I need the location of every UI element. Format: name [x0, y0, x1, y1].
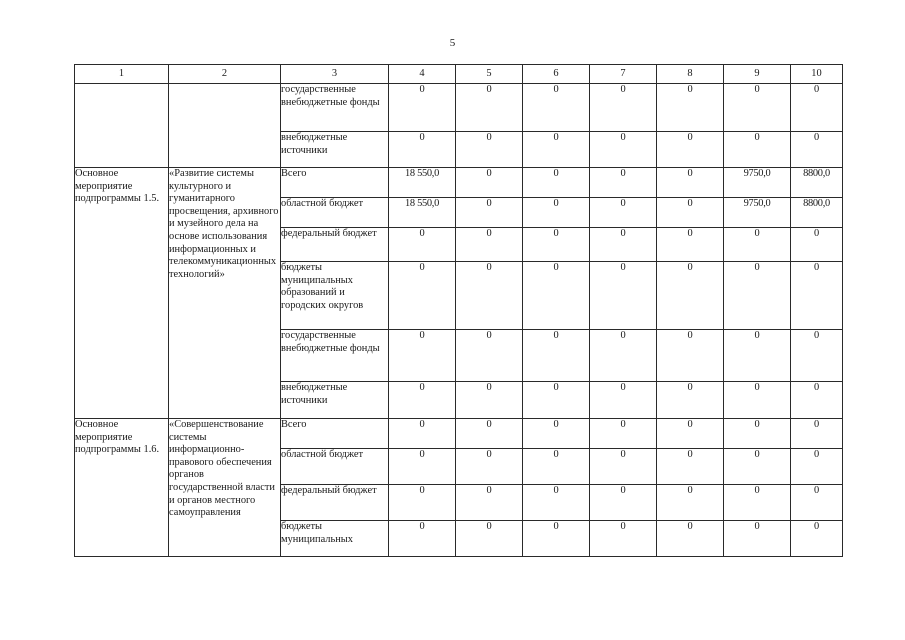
value-cell: 0	[456, 132, 523, 168]
value-cell: 0	[791, 382, 843, 419]
value-cell: 18 550,0	[389, 198, 456, 228]
column-number: 9	[724, 65, 791, 84]
column-number: 1	[75, 65, 169, 84]
value-cell: 0	[389, 485, 456, 521]
value-cell: 0	[456, 449, 523, 485]
column-number: 3	[281, 65, 389, 84]
value-cell: 0	[523, 198, 590, 228]
value-cell: 0	[791, 330, 843, 382]
value-cell: 0	[590, 132, 657, 168]
value-cell: 0	[590, 198, 657, 228]
value-cell: 0	[724, 382, 791, 419]
value-cell: 0	[791, 485, 843, 521]
value-cell: 0	[389, 449, 456, 485]
value-cell: 0	[724, 262, 791, 330]
funding-source-cell: Всего	[281, 419, 389, 449]
value-cell: 0	[724, 521, 791, 557]
budget-table	[74, 64, 843, 557]
value-cell: 0	[657, 521, 724, 557]
value-cell: 0	[724, 449, 791, 485]
value-cell: 0	[791, 262, 843, 330]
column-number: 6	[523, 65, 590, 84]
value-cell: 0	[657, 228, 724, 262]
value-cell: 0	[724, 228, 791, 262]
value-cell: 0	[456, 382, 523, 419]
funding-source-cell: государственные внебюджетные фонды	[281, 330, 389, 382]
value-cell: 0	[523, 228, 590, 262]
value-cell: 0	[456, 228, 523, 262]
value-cell: 0	[590, 485, 657, 521]
funding-source-cell: федеральный бюджет	[281, 485, 389, 521]
value-cell: 0	[389, 262, 456, 330]
funding-source-cell: Всего	[281, 168, 389, 198]
funding-source-cell: государственные внебюджетные фонды	[281, 84, 389, 132]
value-cell: 0	[590, 262, 657, 330]
value-cell: 0	[657, 419, 724, 449]
value-cell: 0	[590, 449, 657, 485]
value-cell: 0	[657, 382, 724, 419]
value-cell: 0	[456, 485, 523, 521]
value-cell: 0	[657, 198, 724, 228]
name-cell-empty	[169, 84, 281, 168]
value-cell: 0	[523, 382, 590, 419]
value-cell: 0	[590, 228, 657, 262]
funding-source-cell: областной бюджет	[281, 198, 389, 228]
column-number: 7	[590, 65, 657, 84]
value-cell: 0	[657, 84, 724, 132]
value-cell: 0	[657, 485, 724, 521]
value-cell: 0	[791, 449, 843, 485]
value-cell: 0	[523, 419, 590, 449]
value-cell: 0	[389, 419, 456, 449]
column-number: 4	[389, 65, 456, 84]
value-cell: 9750,0	[724, 168, 791, 198]
column-number-row	[75, 65, 843, 84]
value-cell: 0	[389, 521, 456, 557]
value-cell: 0	[389, 228, 456, 262]
value-cell: 0	[590, 382, 657, 419]
value-cell: 0	[456, 198, 523, 228]
table-row	[75, 84, 843, 132]
value-cell: 0	[590, 521, 657, 557]
value-cell: 0	[590, 84, 657, 132]
value-cell: 0	[590, 419, 657, 449]
funding-source-cell: внебюджетные источники	[281, 382, 389, 419]
value-cell: 0	[657, 330, 724, 382]
value-cell: 0	[523, 168, 590, 198]
value-cell: 0	[456, 330, 523, 382]
value-cell: 0	[657, 262, 724, 330]
column-number: 5	[456, 65, 523, 84]
funding-source-cell: бюджеты муниципальных	[281, 521, 389, 557]
column-number: 2	[169, 65, 281, 84]
column-number: 8	[657, 65, 724, 84]
value-cell: 0	[724, 419, 791, 449]
event-name-cell: «Совершенствование системы информационно-правового обеспечения органов государственной власти и органов местного самоуправления	[169, 419, 281, 557]
funding-source-cell: федеральный бюджет	[281, 228, 389, 262]
value-cell: 0	[389, 330, 456, 382]
column-number: 10	[791, 65, 843, 84]
value-cell: 0	[456, 262, 523, 330]
value-cell: 0	[523, 330, 590, 382]
value-cell: 0	[657, 168, 724, 198]
value-cell: 0	[456, 168, 523, 198]
value-cell: 0	[724, 485, 791, 521]
event-cell-empty	[75, 84, 169, 168]
event-cell: Основное мероприятие подпрограммы 1.6.	[75, 419, 169, 557]
value-cell: 8800,0	[791, 198, 843, 228]
table-row	[75, 419, 843, 449]
value-cell: 0	[456, 521, 523, 557]
value-cell: 0	[724, 330, 791, 382]
value-cell: 0	[523, 449, 590, 485]
value-cell: 0	[657, 449, 724, 485]
page-number: 5	[449, 37, 456, 49]
value-cell: 0	[523, 485, 590, 521]
event-name-cell: «Развитие системы культурного и гуманитарного просвещения, архивного и музейного дела на основе использования информационных и телекоммуникационных технологий»	[169, 168, 281, 419]
value-cell: 0	[523, 84, 590, 132]
funding-source-cell: областной бюджет	[281, 449, 389, 485]
value-cell: 0	[590, 330, 657, 382]
event-cell: Основное мероприятие подпрограммы 1.5.	[75, 168, 169, 419]
value-cell: 0	[456, 84, 523, 132]
value-cell: 0	[791, 84, 843, 132]
value-cell: 0	[523, 132, 590, 168]
value-cell: 9750,0	[724, 198, 791, 228]
value-cell: 18 550,0	[389, 168, 456, 198]
value-cell: 0	[724, 132, 791, 168]
value-cell: 0	[791, 228, 843, 262]
value-cell: 8800,0	[791, 168, 843, 198]
value-cell: 0	[389, 382, 456, 419]
value-cell: 0	[791, 132, 843, 168]
value-cell: 0	[657, 132, 724, 168]
value-cell: 0	[590, 168, 657, 198]
funding-source-cell: внебюджетные источники	[281, 132, 389, 168]
value-cell: 0	[456, 419, 523, 449]
value-cell: 0	[523, 262, 590, 330]
value-cell: 0	[523, 521, 590, 557]
table-row	[75, 168, 843, 198]
value-cell: 0	[389, 84, 456, 132]
value-cell: 0	[791, 419, 843, 449]
value-cell: 0	[389, 132, 456, 168]
funding-source-cell: бюджеты муниципальных образований и городских округов	[281, 262, 389, 330]
value-cell: 0	[724, 84, 791, 132]
value-cell: 0	[791, 521, 843, 557]
